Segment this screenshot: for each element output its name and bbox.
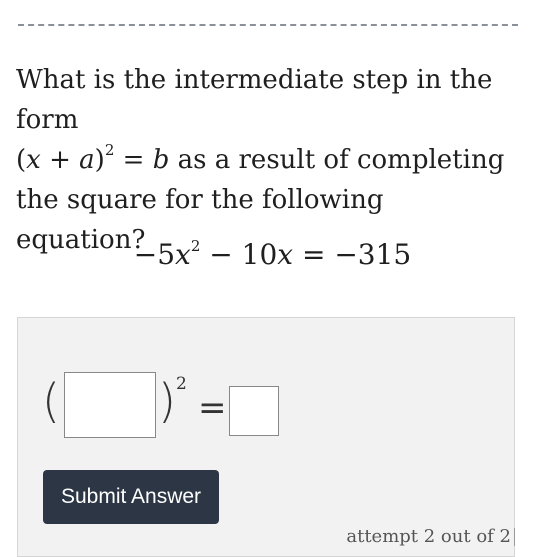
attempt-divider bbox=[514, 528, 515, 546]
question-line-3: the square for the following equation? bbox=[16, 185, 384, 255]
submit-answer-button[interactable]: Submit Answer bbox=[43, 470, 219, 524]
question-text bbox=[16, 60, 521, 260]
close-paren: ) bbox=[158, 374, 176, 428]
dashed-divider bbox=[18, 24, 518, 26]
inner-expression-input[interactable] bbox=[64, 372, 156, 438]
equals-sign: = bbox=[198, 388, 227, 428]
given-equation: $-5x^2 - 10x = -315$ bbox=[133, 236, 412, 271]
form-expression: $(x + a)^2 = b$ bbox=[16, 141, 170, 175]
question-line-1: What is the intermediate step in the form bbox=[16, 65, 493, 135]
attempt-counter: attempt 2 out of 2 bbox=[346, 526, 511, 547]
right-side-input[interactable] bbox=[229, 386, 279, 436]
question-line-2-rest: as a result of completing bbox=[169, 145, 505, 175]
exponent-label: 2 bbox=[176, 374, 187, 394]
open-paren: ( bbox=[42, 374, 60, 428]
